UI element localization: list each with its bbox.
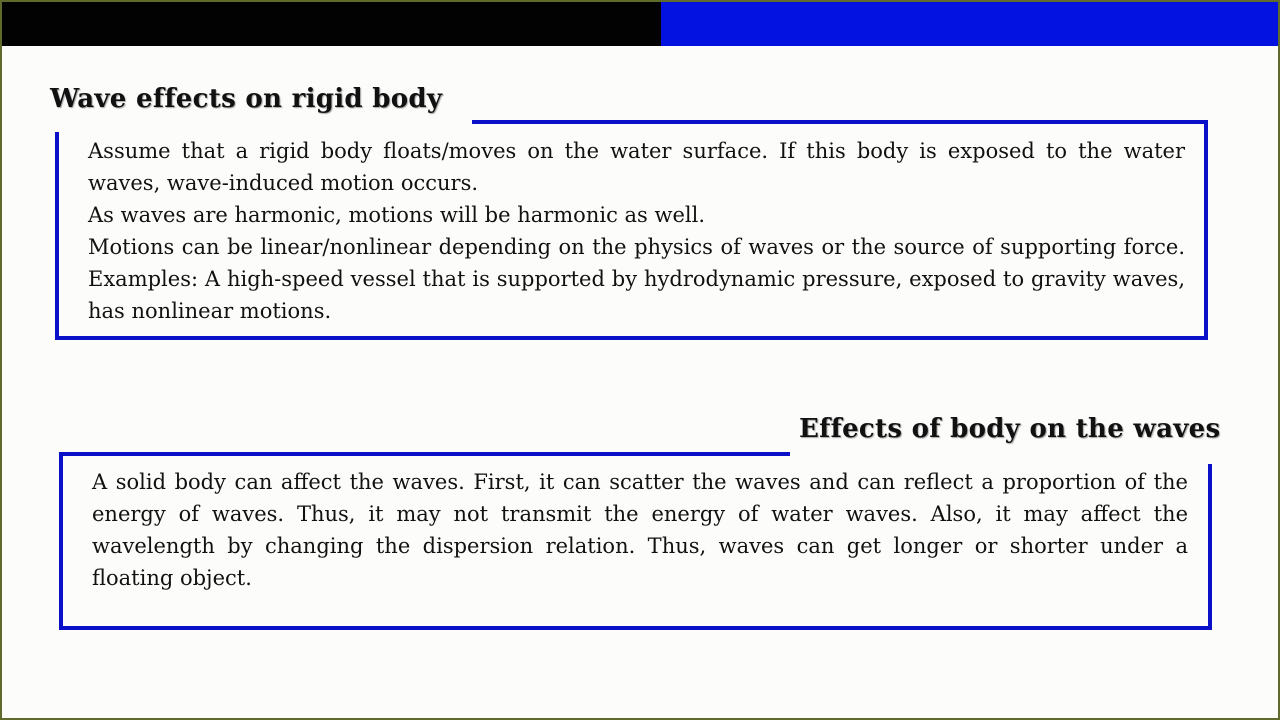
header-bar-blue [661, 2, 1278, 46]
section-title-wave-effects: Wave effects on rigid body [50, 84, 443, 114]
box2-border-top [59, 452, 790, 456]
section2-paragraph-1: A solid body can affect the waves. First, it can scatter the waves and can reflect a proportion of the energy of waves. Thus, it may not transmit the energy of water waves. Also, it may affect the wavelength by changing the dispersion relation. Thus, waves can get longer or shorter under a floating object. [92, 470, 1188, 590]
box1-border-right [1204, 120, 1208, 340]
box2-border-bottom [59, 626, 1212, 630]
box1-border-left [55, 132, 59, 340]
section1-body [88, 135, 1185, 327]
section1-paragraph-3: Motions can be linear/nonlinear depending on the physics of waves or the source of supporting force. Examples: A high-speed vessel that is supported by hydrodynamic pressure, exposed to gravity waves, has nonlinear motions. [88, 235, 1185, 323]
box2-border-left [59, 452, 63, 630]
section-title-body-effects: Effects of body on the waves [799, 414, 1221, 444]
section1-paragraph-2: As waves are harmonic, motions will be harmonic as well. [88, 203, 705, 227]
header-bar-black [2, 2, 661, 46]
section1-paragraph-1: Assume that a rigid body floats/moves on the water surface. If this body is exposed to the water waves, wave-induced motion occurs. [88, 139, 1185, 195]
box1-border-bottom [55, 336, 1208, 340]
section2-body [92, 466, 1188, 594]
box1-border-top [472, 120, 1208, 124]
box2-border-right [1208, 464, 1212, 630]
